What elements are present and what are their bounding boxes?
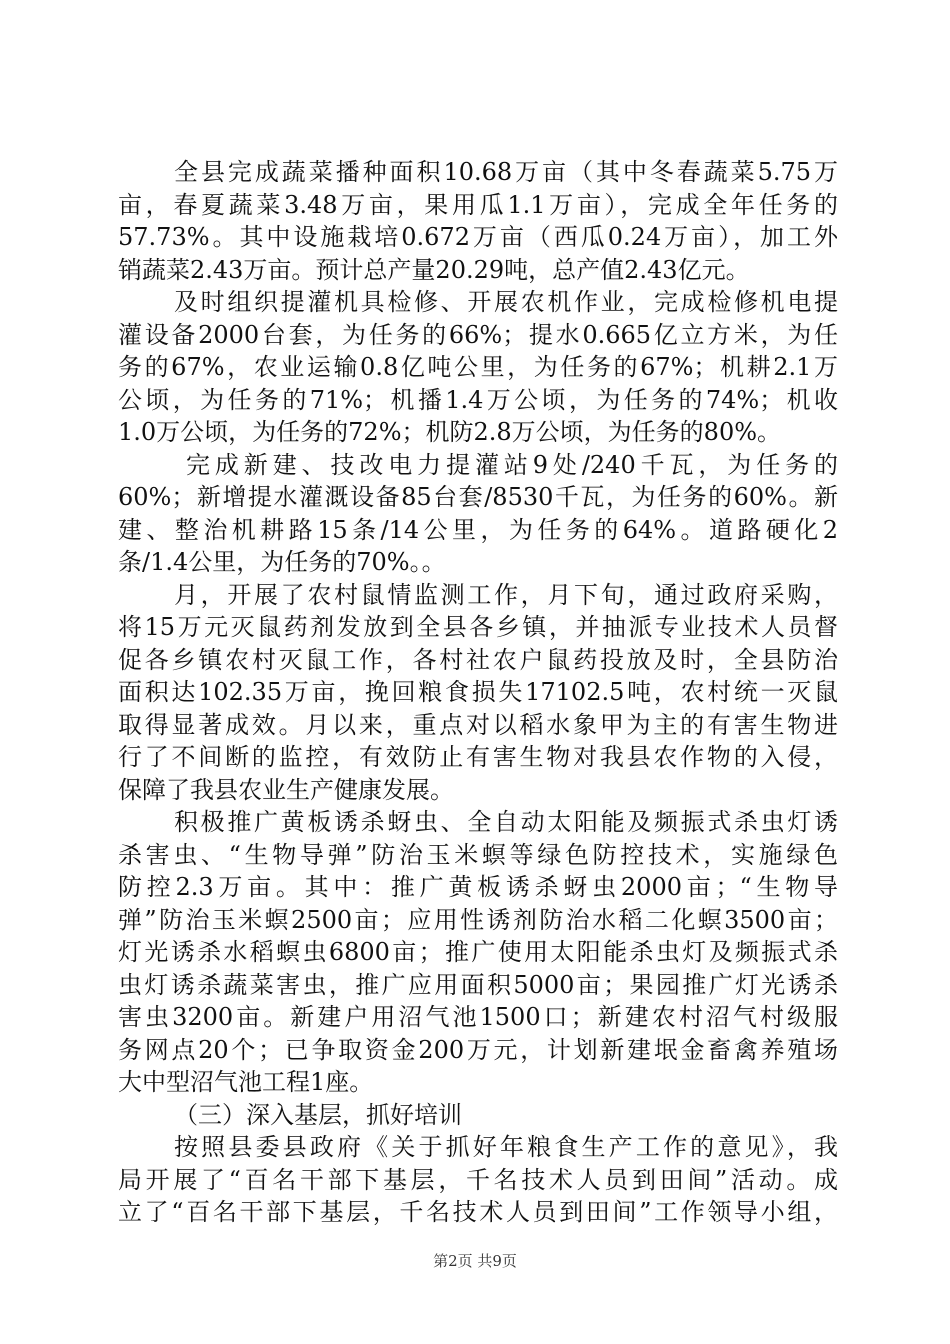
text-line: 60%；新增提水灌溉设备85台套/8530千瓦，为任务的60%。新	[118, 483, 838, 511]
text-line: 1.0万公顷，为任务的72%；机防2.8万公顷，为任务的80%。	[118, 418, 782, 446]
text-line: 弹”防治玉米螟2500亩；应用性诱剂防治水稻二化螟3500亩；	[118, 905, 838, 934]
text-line: 务的67%，农业运输0.8亿吨公里，为任务的67%；机耕2.1万	[118, 353, 838, 381]
text-line: 完成新建、技改电力提灌站9处/240千瓦，为任务的	[186, 450, 838, 479]
text-line: 防控2.3万亩。其中：推广黄板诱杀蚜虫2000亩；“生物导	[118, 873, 838, 901]
text-line: 月，开展了农村鼠情监测工作，月下旬，通过政府采购，	[174, 580, 838, 609]
text-line: 局开展了“百名干部下基层，千名技术人员到田间”活动。成	[118, 1165, 838, 1194]
text-line: 建、整治机耕路15条/14公里，为任务的64%。道路硬化2	[118, 515, 838, 544]
text-line: 务网点20个；已争取资金200万元，计划新建垊金畜禽养殖场	[118, 1035, 838, 1064]
paragraph-irrigation-stations	[118, 449, 838, 579]
text-line: 公顷，为任务的71%；机播1.4万公顷，为任务的74%；机收	[118, 385, 838, 414]
document-body	[118, 156, 838, 1229]
section-heading	[118, 1099, 838, 1132]
text-line: 保障了我县农业生产健康发展。	[118, 775, 454, 804]
text-line: 亩，春夏蔬菜3.48万亩，果用瓜1.1万亩），完成全年任务的	[118, 190, 838, 219]
text-line: 条/1.4公里，为任务的70%。。	[118, 548, 446, 576]
paragraph-green-pest-control	[118, 806, 838, 1099]
text-line: 灌设备2000台套，为任务的66%；提水0.665亿立方米，为任	[118, 320, 838, 349]
heading-text: （三）深入基层，抓好培训	[174, 1100, 462, 1129]
text-line: 促各乡镇农村灭鼠工作，各村社农户鼠药投放及时，全县防治	[118, 645, 838, 674]
text-line: 行了不间断的监控，有效防止有害生物对我县农作物的入侵，	[118, 743, 838, 771]
page-number-footer: 第2页 共9页	[433, 1252, 517, 1270]
paragraph-farm-machinery	[118, 286, 838, 449]
text-line: 灯光诱杀水稻螟虫6800亩；推广使用太阳能杀虫灯及频振式杀	[118, 938, 838, 966]
text-line: 虫灯诱杀蔬菜害虫，推广应用面积5000亩；果园推广灯光诱杀	[118, 970, 838, 999]
text-line: 将15万元灭鼠药剂发放到全县各乡镇，并抽派专业技术人员督	[118, 613, 838, 641]
text-line: 面积达102.35万亩，挽回粮食损失17102.5吨，农村统一灭鼠	[118, 678, 838, 706]
text-line: 杀害虫、“生物导弹”防治玉米螟等绿色防控技术，实施绿色	[118, 840, 838, 869]
text-line: 销蔬菜2.43万亩。预计总产量20.29吨，总产值2.43亿元。	[118, 255, 750, 284]
text-line: 全县完成蔬菜播种面积10.68万亩（其中冬春蔬菜5.75万	[174, 158, 838, 186]
text-line: 立了“百名干部下基层，千名技术人员到田间”工作领导小组，	[118, 1198, 838, 1226]
text-line: 及时组织提灌机具检修、开展农机作业，完成检修机电提	[174, 288, 838, 316]
text-line: 害虫3200亩。新建户用沼气池1500口；新建农村沼气村级服	[118, 1003, 838, 1031]
text-line: 取得显著成效。月以来，重点对以稻水象甲为主的有害生物进	[118, 710, 838, 739]
text-line: 57.73%。其中设施栽培0.672万亩（西瓜0.24万亩），加工外	[118, 223, 838, 251]
paragraph-vegetable-planting	[118, 156, 838, 286]
text-line: 大中型沼气池工程1座。	[118, 1068, 374, 1096]
paragraph-rodent-control	[118, 579, 838, 807]
paragraph-grassroots-training	[118, 1131, 838, 1229]
text-line: 积极推广黄板诱杀蚜虫、全自动太阳能及频振式杀虫灯诱	[174, 808, 838, 836]
text-line: 按照县委县政府《关于抓好年粮食生产工作的意见》，我	[174, 1133, 838, 1161]
